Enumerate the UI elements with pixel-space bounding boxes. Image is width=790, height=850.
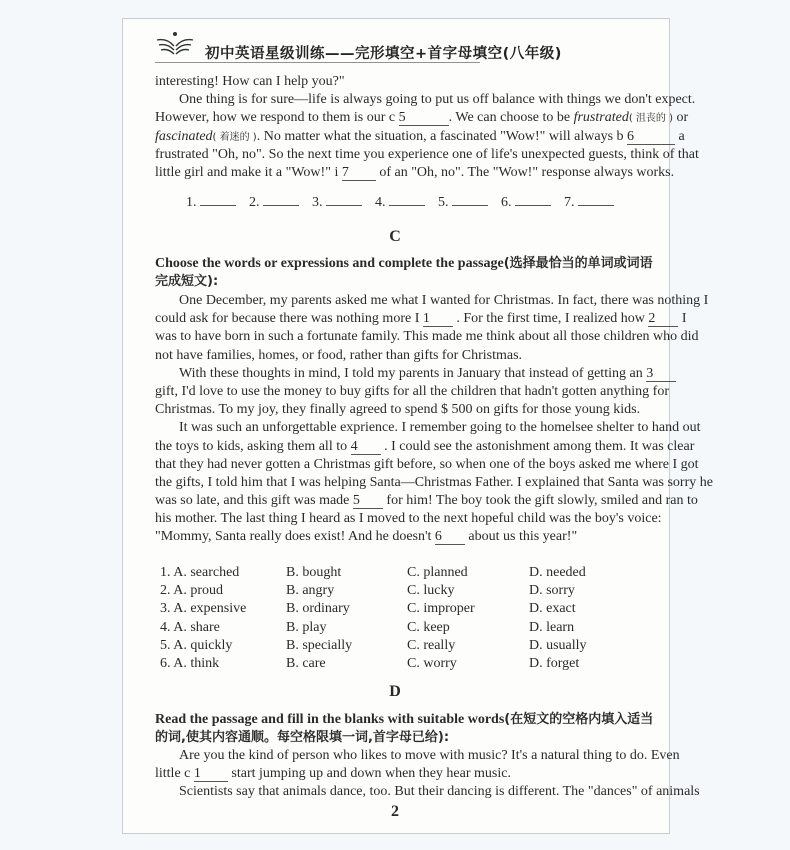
option: D. learn [529, 619, 575, 635]
option: D. sorry [529, 583, 575, 599]
section-d-heading: D [389, 683, 401, 700]
answer-blank [312, 193, 375, 211]
text-run: the toys to kids, asking them all to [155, 438, 351, 454]
italic-word: frustrated [573, 110, 629, 126]
blank-1: 1 [194, 767, 228, 782]
text-line [155, 729, 628, 747]
text-run: a [675, 128, 685, 144]
text-run: was to have born in such a fortunate family. This made me think about all those children who did [155, 329, 699, 345]
text-run: the gifts, I told him that I was helping Santa—Christmas Father. I explained that Santa was sorry he [155, 474, 713, 490]
blank-6: 6 [627, 130, 675, 145]
answer-blank [375, 193, 438, 211]
option: D. forget [529, 655, 580, 671]
text-line [155, 328, 699, 346]
answer-blank [501, 193, 564, 211]
answer-blanks-row [186, 193, 627, 211]
blank-7: 7 [342, 166, 376, 181]
text-run: . We can choose to be [448, 110, 574, 126]
text-run: about us this year!" [464, 529, 578, 545]
text-line [155, 456, 699, 474]
italic-word: fascinated [155, 128, 213, 144]
chinese-instruction: (选择最恰当的单词或词语 [503, 256, 653, 271]
text-run: that they had never gotten a Christmas gift before, so when one of the boys asked me where I got [155, 456, 699, 472]
option-row [160, 582, 630, 600]
blank-1: 1 [423, 312, 453, 327]
text-run: Read the passage and fill in the blanks with suitable words [155, 712, 505, 727]
text-run: little girl and make it a "Wow!" [155, 164, 335, 180]
text-run: . For the first time, I realized how [452, 311, 649, 327]
text-line [155, 164, 675, 182]
text-run: Christmas. To my joy, they finally agreed to spend $ 500 on gifts for those young kids. [155, 402, 641, 418]
chinese-gloss: ( 着迷的 ) [212, 131, 257, 143]
text-run: of an "Oh, no". The "Wow!" response always works. [375, 164, 675, 180]
text-run: However, how we respond to them is our [155, 110, 389, 126]
text-run: One thing is for sure—life is always going to put us off balance with things we don't expect. [179, 92, 696, 108]
text-run: gift, I'd love to use the money to buy gifts for all the children that hadn't gotten anything for [155, 383, 669, 399]
chinese-instruction: 的词,使其内容通顺。每空格限填一词,首字母已给): [155, 730, 450, 746]
blank-4: 4 [351, 440, 381, 455]
option: D. exact [529, 601, 576, 617]
text-line [155, 255, 653, 273]
initial-letter: i [334, 164, 342, 180]
answer-line [515, 193, 551, 206]
text-line [155, 783, 700, 801]
initial-letter: b [616, 128, 628, 144]
blank-5: 5 [399, 111, 449, 126]
text-run: With these thoughts in mind, I told my parents in January that instead of getting an [179, 365, 647, 381]
option: B. angry [286, 583, 335, 599]
text-run: little [155, 766, 185, 782]
answer-number: 4. [375, 195, 389, 210]
option: B. play [286, 619, 327, 635]
text-run: his mother. The last thing I heard as I moved to the next hopeful child was the boy's voice: [155, 511, 662, 527]
blank-6: 6 [435, 530, 465, 545]
book-logo-icon [155, 30, 195, 58]
answer-number: 1. [186, 195, 200, 210]
passage-b-ending [155, 73, 699, 182]
text-line [155, 401, 641, 419]
section-d-instruction [155, 711, 654, 747]
text-line [155, 347, 628, 365]
text-run: It was such an unforgettable exprience. I remember going to the homelsee shelter to hand out [179, 420, 701, 436]
option: 2. A. proud [160, 583, 223, 599]
blank-2: 2 [648, 312, 678, 327]
text-run: interesting! How can I help you?" [155, 74, 345, 89]
text-line [155, 73, 628, 91]
blank-5: 5 [353, 494, 383, 509]
option-row [160, 600, 630, 618]
option: 4. A. share [160, 619, 220, 635]
answer-line [326, 193, 362, 206]
answer-line [263, 193, 299, 206]
chinese-instruction: (在短文的空格内填入适当 [504, 712, 654, 727]
option: C. really [407, 637, 456, 653]
text-line [155, 310, 687, 328]
answer-blank [186, 193, 249, 211]
answer-line [389, 193, 425, 206]
text-line [155, 365, 654, 383]
text-line [155, 419, 701, 437]
page-number: 2 [391, 803, 399, 820]
text-run: for him! The boy took the gift slowly, smiled and ran to [382, 493, 698, 509]
section-d-passage [155, 747, 700, 802]
answer-number: 5. [438, 195, 452, 210]
text-run: . I could see the astonishment among them. It was clear [380, 438, 695, 454]
option: 1. A. searched [160, 565, 240, 580]
text-line [155, 528, 628, 546]
text-line [155, 510, 662, 528]
answer-number: 7. [564, 195, 578, 210]
option: C. planned [407, 565, 468, 580]
option: C. improper [407, 601, 475, 617]
section-c-instruction [155, 255, 653, 291]
option: B. ordinary [286, 601, 350, 617]
text-line [155, 128, 685, 146]
text-line [155, 273, 628, 291]
text-line [155, 474, 713, 492]
text-run: was so late, and this gift was made [155, 493, 353, 509]
text-run: not have families, homes, or food, rather than gifts for Christmas. [155, 347, 523, 363]
option: C. lucky [407, 583, 455, 599]
header-divider [155, 62, 480, 63]
answer-number: 2. [249, 195, 263, 210]
option: C. keep [407, 619, 450, 635]
answer-line [452, 193, 488, 206]
text-line [155, 109, 689, 127]
answer-line [578, 193, 614, 206]
book-title: 初中英语星级训练——完形填空+首字母填空(八年级) [205, 46, 562, 62]
answer-number: 3. [312, 195, 326, 210]
answer-blank [438, 193, 501, 211]
text-run: Are you the kind of person who likes to move with music? It's a natural thing to do. Even [179, 748, 680, 763]
text-line [155, 711, 654, 729]
initial-letter: c [184, 766, 194, 782]
option-row [160, 619, 630, 637]
text-line [155, 91, 696, 109]
answer-blank [564, 193, 627, 211]
section-c-passage [155, 292, 713, 547]
option: 3. A. expensive [160, 601, 247, 617]
text-run: One December, my parents asked me what I wanted for Christmas. In fact, there was nothing I [179, 293, 709, 308]
text-run: frustrated "Oh, no". So the next time you experience one of life's unexpected guests, think of that [155, 146, 699, 162]
text-run: . No matter what the situation, a fascinated "Wow!" will always [256, 128, 617, 144]
option: B. bought [286, 565, 342, 580]
text-line [155, 383, 669, 401]
option-row [160, 655, 630, 673]
text-line [155, 747, 680, 765]
answer-blank [249, 193, 312, 211]
section-c-heading: C [389, 228, 401, 245]
option-row [160, 637, 630, 655]
answer-number: 6. [501, 195, 515, 210]
option: B. specially [286, 637, 353, 653]
option: D. needed [529, 565, 586, 580]
chinese-instruction: 完成短文): [155, 274, 219, 290]
blank-3: 3 [646, 367, 676, 382]
answer-line [200, 193, 236, 206]
text-line [155, 292, 709, 310]
option: 5. A. quickly [160, 637, 233, 653]
text-line [155, 765, 628, 783]
option: B. care [286, 655, 326, 671]
text-line [155, 492, 698, 510]
option: 6. A. think [160, 655, 220, 671]
text-run: Scientists say that animals dance, too. But their dancing is different. The "dances" of animals [179, 784, 700, 800]
text-line [155, 146, 699, 164]
text-run: start jumping up and down when they hear music. [227, 766, 511, 782]
text-line [155, 438, 695, 456]
text-run: or [673, 110, 689, 126]
chinese-gloss: ( 沮丧的 ) [628, 113, 673, 125]
text-run: I [678, 311, 687, 327]
option: D. usually [529, 637, 587, 653]
text-run: could ask for because there was nothing more I [155, 311, 423, 327]
section-c-options [160, 564, 630, 673]
text-run: "Mommy, Santa really does exist! And he doesn't [155, 529, 435, 545]
initial-letter: c [388, 110, 399, 126]
option: C. worry [407, 655, 457, 671]
option-row [160, 564, 630, 582]
text-run: Choose the words or expressions and complete the passage [155, 256, 504, 271]
